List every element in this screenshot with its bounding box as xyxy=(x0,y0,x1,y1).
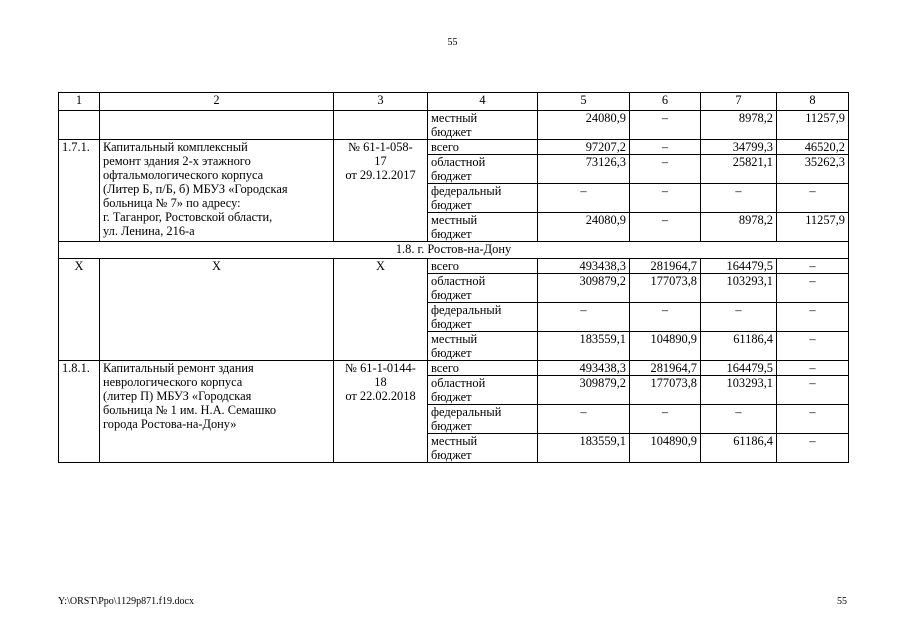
header-col-7: 7 xyxy=(701,93,777,111)
item-1-7-1-value-v8: – xyxy=(777,184,849,213)
budget-table xyxy=(58,92,849,463)
item-1-7-1-fund-type: областной бюджет xyxy=(428,155,538,184)
item-1-7-1-fund-type: федеральный бюджет xyxy=(428,184,538,213)
header-col-6: 6 xyxy=(630,93,701,111)
item-1-8-1-fund-type: федеральный бюджет xyxy=(428,405,538,434)
item-1-7-1-value-v6: – xyxy=(630,155,701,184)
header-col-1: 1 xyxy=(59,93,100,111)
header-col-5: 5 xyxy=(538,93,630,111)
item-1-7-1-num: 1.7.1. xyxy=(59,140,100,242)
cont-value-v6: – xyxy=(630,111,701,140)
summary-1-8-value-v7: 164479,5 xyxy=(701,259,777,274)
summary-1-8-value-v8: – xyxy=(777,274,849,303)
summary-1-8-value-v5: 309879,2 xyxy=(538,274,630,303)
item-1-7-1-value-v8: 35262,3 xyxy=(777,155,849,184)
cont-value-v7: 8978,2 xyxy=(701,111,777,140)
item-1-8-1-fund-type: местный бюджет xyxy=(428,434,538,463)
item-1-8-1-value-v6: 281964,7 xyxy=(630,361,701,376)
item-1-7-1-value-v5: 97207,2 xyxy=(538,140,630,155)
item-1-8-1-fund-type: областной бюджет xyxy=(428,376,538,405)
item-1-8-1-value-v5: 309879,2 xyxy=(538,376,630,405)
summary-1-8-doc: Х xyxy=(334,259,428,361)
item-1-8-1-value-v5: 493438,3 xyxy=(538,361,630,376)
section-title: 1.8. г. Ростов-на-Дону xyxy=(59,242,849,259)
item-1-7-1-value-v7: 34799,3 xyxy=(701,140,777,155)
item-1-8-1-value-v7: – xyxy=(701,405,777,434)
item-1-8-1-value-v7: 61186,4 xyxy=(701,434,777,463)
header-row xyxy=(59,93,849,111)
item-1-7-1-value-v6: – xyxy=(630,184,701,213)
item-1-7-1-value-v7: 8978,2 xyxy=(701,213,777,242)
cont-desc xyxy=(100,111,334,140)
summary-1-8-value-v5: 493438,3 xyxy=(538,259,630,274)
summary-1-8-value-v8: – xyxy=(777,259,849,274)
item-1-7-1-value-v8: 46520,2 xyxy=(777,140,849,155)
item-1-8-1-doc: № 61-1-0144- 18 от 22.02.2018 xyxy=(334,361,428,463)
summary-1-8-value-v7: – xyxy=(701,303,777,332)
summary-1-8-value-v6: – xyxy=(630,303,701,332)
item-1-7-1-value-v8: 11257,9 xyxy=(777,213,849,242)
item-1-7-1-value-v7: 25821,1 xyxy=(701,155,777,184)
summary-1-8-value-v7: 61186,4 xyxy=(701,332,777,361)
item-1-7-1-fund-type: всего xyxy=(428,140,538,155)
item-1-8-1-value-v7: 103293,1 xyxy=(701,376,777,405)
item-1-8-1-num: 1.8.1. xyxy=(59,361,100,463)
item-1-8-1-value-v7: 164479,5 xyxy=(701,361,777,376)
summary-1-8-value-v6: 104890,9 xyxy=(630,332,701,361)
summary-1-8-num: Х xyxy=(59,259,100,361)
item-1-7-1-desc: Капитальный комплексный ремонт здания 2-х этажного офтальмологического корпуса (Литер Б, п/Б, б) МБУЗ «Городская больница № 7» по адресу: г. Таганрог, Ростовской области, ул. Ленина, 216-а xyxy=(100,140,334,242)
summary-1-8-value-v5: – xyxy=(538,303,630,332)
summary-1-8-fund-type: федеральный бюджет xyxy=(428,303,538,332)
header-col-3: 3 xyxy=(334,93,428,111)
item-1-7-1-value-v6: – xyxy=(630,140,701,155)
cont-num xyxy=(59,111,100,140)
summary-1-8-value-v8: – xyxy=(777,332,849,361)
summary-1-8-value-v5: 183559,1 xyxy=(538,332,630,361)
header-col-4: 4 xyxy=(428,93,538,111)
cont-value-v5: 24080,9 xyxy=(538,111,630,140)
item-1-7-1-value-v7: – xyxy=(701,184,777,213)
header-col-2: 2 xyxy=(100,93,334,111)
item-1-8-1-value-v6: 177073,8 xyxy=(630,376,701,405)
summary-1-8-desc: Х xyxy=(100,259,334,361)
item-1-8-1-value-v5: 183559,1 xyxy=(538,434,630,463)
summary-1-8-value-v7: 103293,1 xyxy=(701,274,777,303)
section-row xyxy=(59,242,849,259)
item-1-8-1-value-v8: – xyxy=(777,405,849,434)
summary-1-8-fund-type: областной бюджет xyxy=(428,274,538,303)
summary-1-8-fund-type: местный бюджет xyxy=(428,332,538,361)
item-1-8-1-desc: Капитальный ремонт здания неврологического корпуса (литер П) МБУЗ «Городская больница № 1 им. Н.А. Семашко города Ростова-на-Дону» xyxy=(100,361,334,463)
summary-1-8-value-v6: 281964,7 xyxy=(630,259,701,274)
item-1-8-1-value-v6: – xyxy=(630,405,701,434)
cont-fund-type: местный бюджет xyxy=(428,111,538,140)
summary-1-8-value-v8: – xyxy=(777,303,849,332)
item-1-7-1-value-v5: 73126,3 xyxy=(538,155,630,184)
footer-file-path: Y:\ORST\Ppo\1129p871.f19.docx xyxy=(58,596,194,607)
cont-doc xyxy=(334,111,428,140)
footer-page-number: 55 xyxy=(837,596,847,607)
item-1-8-1-value-v6: 104890,9 xyxy=(630,434,701,463)
summary-1-8-row xyxy=(59,259,849,274)
item-1-7-1-value-v6: – xyxy=(630,213,701,242)
item-1-8-1-fund-type: всего xyxy=(428,361,538,376)
cont-value-v8: 11257,9 xyxy=(777,111,849,140)
item-1-8-1-value-v8: – xyxy=(777,376,849,405)
summary-1-8-value-v6: 177073,8 xyxy=(630,274,701,303)
item-1-8-1-row xyxy=(59,361,849,376)
item-1-8-1-value-v8: – xyxy=(777,361,849,376)
item-1-7-1-value-v5: 24080,9 xyxy=(538,213,630,242)
summary-1-8-fund-type: всего xyxy=(428,259,538,274)
item-1-7-1-value-v5: – xyxy=(538,184,630,213)
item-1-8-1-value-v5: – xyxy=(538,405,630,434)
page-number-top: 55 xyxy=(447,37,458,48)
item-1-7-1-doc: № 61-1-058- 17 от 29.12.2017 xyxy=(334,140,428,242)
cont-row xyxy=(59,111,849,140)
item-1-7-1-fund-type: местный бюджет xyxy=(428,213,538,242)
header-col-8: 8 xyxy=(777,93,849,111)
item-1-8-1-value-v8: – xyxy=(777,434,849,463)
item-1-7-1-row xyxy=(59,140,849,155)
